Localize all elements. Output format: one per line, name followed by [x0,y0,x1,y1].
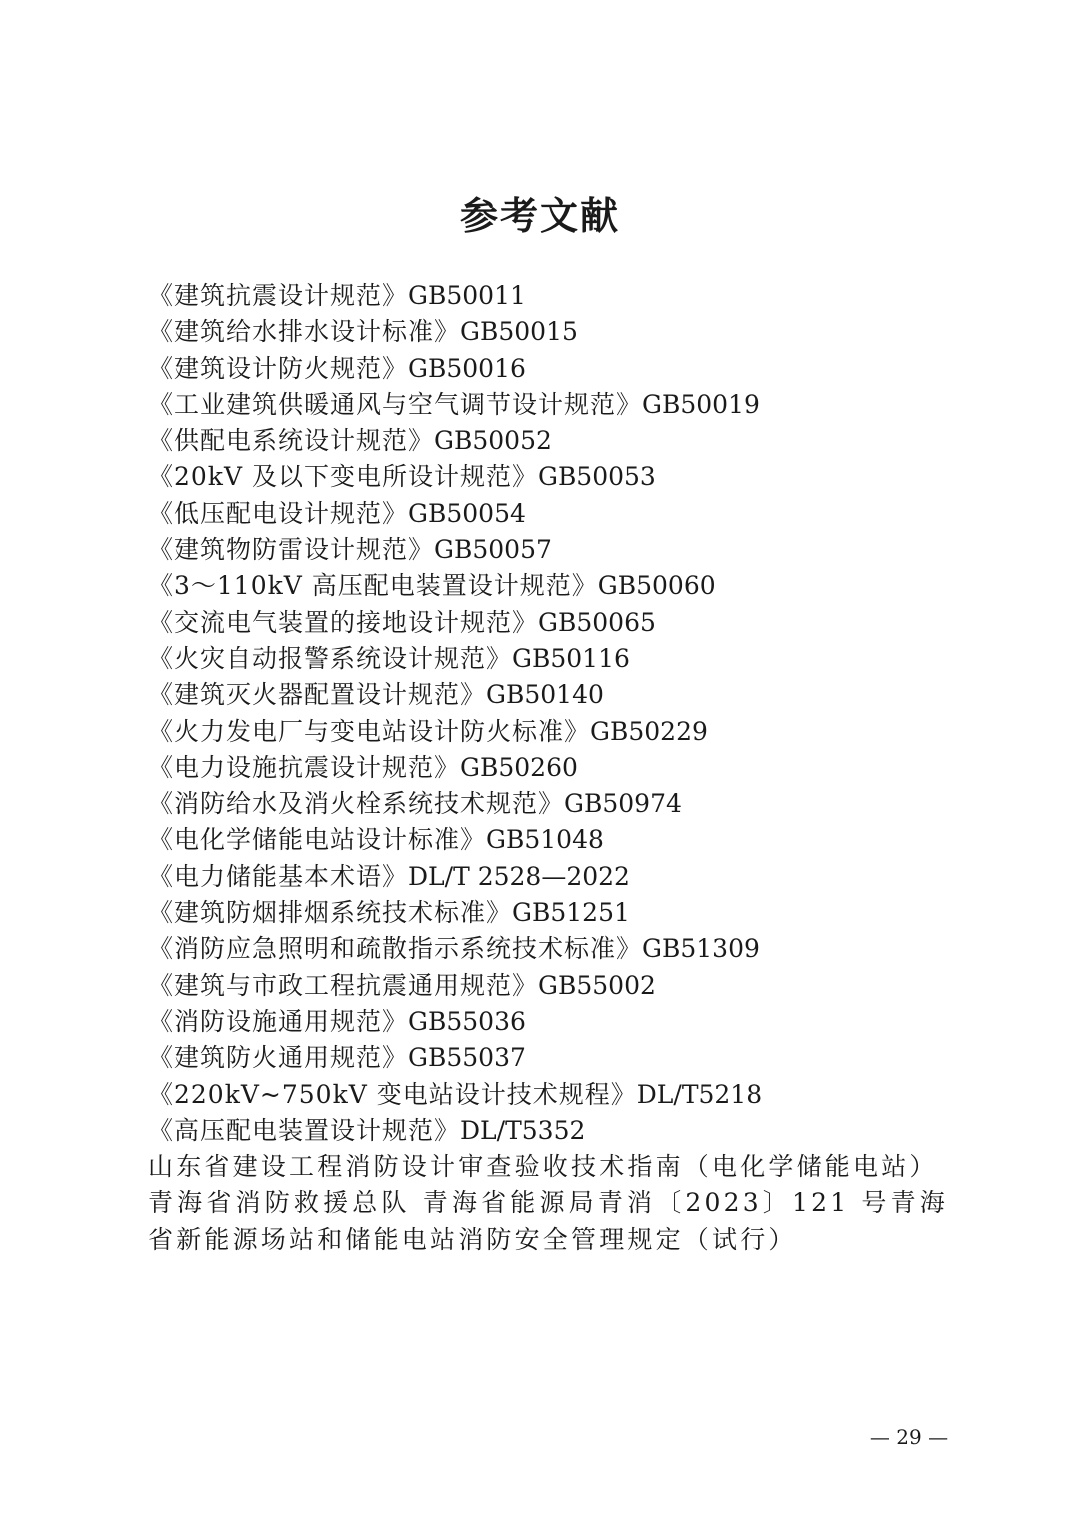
reference-code: GB50019 [642,389,760,419]
reference-title: 《消防应急照明和疏散指示系统技术标准》 [148,934,643,964]
page-number: — 29 — [869,1425,949,1449]
reference-title: 《电化学储能电站设计标准》 [148,825,487,855]
reference-code: GB50052 [434,426,552,456]
reference-item [148,822,948,858]
reference-item [148,677,948,713]
reference-code: GB50015 [460,317,578,347]
reference-item [148,895,948,931]
reference-code: GB50229 [590,716,708,746]
reference-title: 《低压配电设计规范》 [148,498,409,528]
reference-code: DL/T5218 [636,1079,763,1109]
reference-code: GB51251 [512,898,630,928]
reference-item [148,641,948,677]
reference-title: 《消防设施通用规范》 [148,1006,409,1036]
reference-code: GB50140 [486,680,604,710]
reference-code: DL/T5352 [460,1115,586,1145]
reference-item [148,714,948,750]
reference-code: GB55002 [538,970,656,1000]
reference-item [148,423,948,459]
reference-title: 《电力设施抗震设计规范》 [148,752,461,782]
reference-title: 《高压配电装置设计规范》 [148,1115,461,1145]
reference-code: GB50974 [564,789,682,819]
reference-title: 《工业建筑供暖通风与空气调节设计规范》 [148,389,643,419]
reference-item [148,786,948,822]
reference-code: GB50116 [512,643,630,673]
reference-title: 《建筑抗震设计规范》 [148,281,409,310]
reference-item [148,1040,948,1076]
reference-item [148,1077,948,1113]
reference-item [148,459,948,495]
reference-title: 《交流电气装置的接地设计规范》 [148,607,539,637]
reference-item [148,387,948,423]
reference-item [148,1113,948,1149]
reference-title: 《供配电系统设计规范》 [148,426,435,456]
reference-item [148,931,948,967]
reference-title: 《建筑物防雷设计规范》 [148,535,435,565]
reference-code: GB51048 [486,825,604,855]
reference-title: 《建筑防烟排烟系统技术标准》 [148,898,513,928]
reference-code: DL/T 2528—2022 [408,861,630,891]
reference-item [148,568,948,604]
reference-list [148,278,948,1258]
reference-code: GB55036 [408,1006,526,1036]
reference-item [148,750,948,786]
reference-title: 《建筑灭火器配置设计规范》 [148,680,487,710]
reference-code: GB51309 [642,934,760,964]
reference-title: 《火力发电厂与变电站设计防火标准》 [148,716,591,746]
reference-title: 《建筑与市政工程抗震通用规范》 [148,970,539,1000]
reference-title: 《建筑设计防火规范》 [148,353,409,383]
reference-note: 青海省消防救援总队 青海省能源局青消〔2023〕121 号青海省新能源场站和储能电站消防安全管理规定（试行） [148,1188,948,1254]
reference-code: GB50060 [597,571,716,601]
reference-code: GB50054 [408,498,526,528]
reference-title: 《建筑给水排水设计标准》 [148,317,461,347]
reference-title: 《20kV 及以下变电所设计规范》 [148,462,538,492]
reference-code: GB55037 [408,1043,526,1073]
reference-item [148,968,948,1004]
reference-item [148,351,948,387]
reference-title: 《火灾自动报警系统设计规范》 [148,643,513,673]
reference-code: GB50053 [537,462,656,492]
page-title: 参考文献 [459,194,620,238]
reference-item [148,496,948,532]
reference-item [148,605,948,641]
reference-code: GB50016 [408,353,526,383]
reference-note: 山东省建设工程消防设计审查验收技术指南（电化学储能电站） [148,1152,938,1182]
reference-item [148,532,948,568]
reference-item [148,1004,948,1040]
reference-title: 《消防给水及消火栓系统技术规范》 [148,789,565,819]
reference-title: 《建筑防火通用规范》 [148,1043,409,1073]
reference-code: GB50260 [460,752,578,782]
reference-title: 《电力储能基本术语》 [148,861,409,891]
reference-item [148,278,948,314]
reference-title: 《220kV~750kV 变电站设计技术规程》 [148,1079,637,1109]
reference-code: GB50065 [538,607,656,637]
reference-title: 《3～110kV 高压配电装置设计规范》 [148,571,598,601]
reference-code: GB50011 [408,281,526,310]
reference-item [148,314,948,350]
reference-code: GB50057 [434,535,552,565]
reference-item [148,859,948,895]
